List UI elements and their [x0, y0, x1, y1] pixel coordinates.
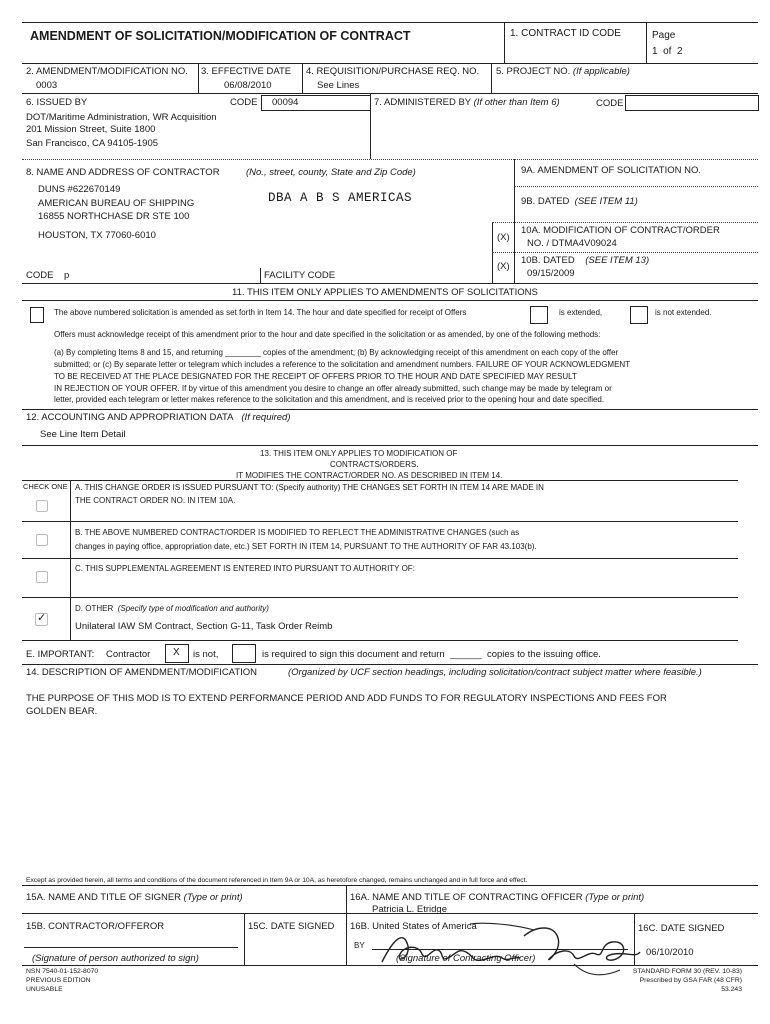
item13-heading-3: IT MODIFIES THE CONTRACT/ORDER NO. AS DESCRIBED IN ITEM 14. — [236, 471, 503, 480]
option-a-checkbox[interactable] — [36, 500, 48, 512]
contractor-line-2: AMERICAN BUREAU OF SHIPPING — [38, 198, 195, 209]
option-d-label: D. OTHER (Specify type of modification and authority) — [75, 604, 269, 613]
administered-by-label: 7. ADMINISTERED BY (If other than Item 6) — [374, 97, 560, 108]
is-not-checkbox[interactable] — [165, 644, 189, 663]
item10b-dated-label: 10B. DATED (SEE ITEM 13) — [521, 255, 650, 266]
contractor-city: HOUSTON, TX 77060-6010 — [38, 230, 156, 241]
issued-by-line-3: San Francisco, CA 94105-1905 — [26, 138, 159, 149]
rule — [22, 885, 758, 886]
amendment-no-value: 0003 — [36, 80, 58, 91]
contracting-officer-signature — [374, 918, 644, 982]
contractor-code-value: p — [64, 270, 70, 281]
rule — [22, 558, 738, 559]
issued-by-label: 6. ISSUED BY — [26, 97, 88, 108]
contractor-offeror-label: 15B. CONTRACTOR/OFFEROR — [26, 921, 165, 932]
by-label: BY — [354, 941, 365, 950]
item11-para-4: IN REJECTION OF YOUR OFFER. If by virtue of this amendment you desire to change an offer already submitted, such change may be made by telegram or — [54, 384, 612, 393]
contractor-note: (No., street, county, State and Zip Code) — [246, 167, 416, 178]
rule — [22, 63, 758, 64]
signature-divider — [244, 913, 245, 965]
rule — [492, 252, 758, 253]
option-d-checkbox[interactable] — [35, 613, 48, 626]
modification-number: NO. / DTMA4V09024 — [527, 238, 617, 249]
contractor-line-3: 16855 NORTHCHASE DR STE 100 — [38, 211, 190, 222]
option-c-text: C. THIS SUPPLEMENTAL AGREEMENT IS ENTERED INTO PURSUANT TO AUTHORITY OF: — [75, 564, 415, 573]
united-states-label: 16B. United States of America — [350, 921, 477, 932]
is-required-checkbox[interactable] — [232, 644, 256, 663]
item11-para-5: letter, provided each telegram or letter makes reference to the solicitation and this amendment, and is received prior to the opening hour and date specified. — [54, 395, 605, 404]
item13-heading-2: CONTRACTS/ORDERS. — [330, 460, 419, 469]
contractor-signature-caption: (Signature of person authorized to sign) — [32, 953, 199, 964]
rule — [22, 159, 758, 160]
contractor-line-1: DUNS #622670149 — [38, 184, 121, 195]
option-b-line-2: changes in paying office, appropriation date, etc.) SET FORTH IN ITEM 14, PURSUANT TO THE AUTHORITY OF FAR 43.103(b). — [75, 542, 537, 551]
check-column-divider — [70, 480, 71, 640]
facility-code-label: FACILITY CODE — [264, 270, 336, 281]
form-prescribed-by: Prescribed by GSA FAR (48 CFR) — [639, 977, 742, 984]
rule — [22, 409, 758, 410]
item14-label: 14. DESCRIPTION OF AMENDMENT/MODIFICATION — [26, 667, 258, 678]
item13-heading-1: 13. THIS ITEM ONLY APPLIES TO MODIFICATION OF — [260, 449, 458, 458]
header-divider — [646, 22, 647, 64]
top-rule — [22, 22, 758, 23]
rule — [492, 222, 758, 223]
item10b-dated-value: 09/15/2009 — [527, 268, 575, 279]
item11-line-2: Offers must acknowledge receipt of this amendment prior to the hour and date specified in the solicitation or as amended, by one of the following methods: — [54, 330, 601, 339]
requisition-label: 4. REQUISITION/PURCHASE REQ. NO. — [306, 66, 480, 77]
project-no-label: 5. PROJECT NO. (If applicable) — [496, 66, 630, 77]
is-not-extended-label: is not extended. — [655, 308, 712, 317]
item9b-dated-label: 9B. DATED (SEE ITEM 11) — [521, 196, 638, 207]
effective-date-value: 06/08/2010 — [224, 80, 272, 91]
divider — [260, 268, 261, 283]
item11-heading: 11. THIS ITEM ONLY APPLIES TO AMENDMENTS OF SOLICITATIONS — [232, 287, 538, 298]
page-number: 1 of 2 — [652, 46, 683, 57]
item14-note: (Organized by UCF section headings, including solicitation/contract subject matter where feasible.) — [288, 667, 702, 678]
amendment-no-label: 2. AMENDMENT/MODIFICATION NO. — [26, 66, 188, 77]
contractor-code-label: CODE — [26, 270, 54, 281]
administered-by-code-box — [625, 95, 759, 111]
nsn-line-1: NSN 7540-01-152-8070 — [26, 968, 99, 975]
option-a-line-1: A. THIS CHANGE ORDER IS ISSUED PURSUANT TO: (Specify authority) THE CHANGES SET FORTH IN ITEM 14 ARE MADE IN — [75, 483, 544, 492]
rule — [22, 480, 738, 481]
requisition-value: See Lines — [317, 80, 360, 91]
item11-line-1: The above numbered solicitation is amended as set forth in Item 14. The hour and date specified for receipt of Offers — [54, 308, 467, 317]
rule — [22, 445, 758, 446]
item11-para-2: submitted; or (c) By separate letter or telegram which includes a reference to the solicitation and amendment numbers. FAILURE OF YOUR ACKNOWLEDGMENT — [54, 360, 631, 369]
form-title: AMENDMENT OF SOLICITATION/MODIFICATION OF CONTRACT — [30, 29, 411, 43]
option-d-value: Unilateral IAW SM Contract, Section G-11, Task Order Reimb — [75, 621, 333, 632]
nsn-line-2: PREVIOUS EDITION — [26, 977, 91, 984]
officer-name: Patricia L. Etridge — [372, 904, 447, 915]
checkmark-icon: ✓ — [37, 612, 47, 624]
check-one-label: CHECK ONE — [23, 482, 68, 491]
divider — [491, 63, 492, 93]
is-required-label: is required to sign this document and return ______ copies to the issuing office. — [262, 649, 601, 660]
rule — [22, 640, 738, 641]
is-extended-checkbox[interactable] — [530, 306, 548, 324]
issued-by-code-label: CODE — [230, 97, 258, 108]
option-b-line-1: B. THE ABOVE NUMBERED CONTRACT/ORDER IS MODIFIED TO REFLECT THE ADMINISTRATIVE CHANGES (such as — [75, 528, 520, 537]
solicitation-amendment-label: 9A. AMENDMENT OF SOLICITATION NO. — [521, 165, 701, 176]
is-not-label: is not, — [193, 649, 219, 660]
administered-by-code-label: CODE — [596, 98, 624, 109]
signature-line — [24, 947, 238, 948]
date-signed-16-label: 16C. DATE SIGNED — [638, 923, 725, 934]
rule — [22, 93, 758, 94]
item11-checkbox[interactable] — [30, 307, 44, 323]
rule — [22, 521, 738, 522]
contractor-dba: DBA A B S AMERICAS — [268, 191, 413, 205]
contractor-label: 8. NAME AND ADDRESS OF CONTRACTOR — [26, 167, 220, 178]
rule — [514, 186, 758, 187]
accounting-label: 12. ACCOUNTING AND APPROPRIATION DATA (If required) — [26, 412, 291, 423]
option-c-checkbox[interactable] — [36, 571, 48, 583]
item11-para-1: (a) By completing Items 8 and 15, and returning ________ copies of the amendment; (b) By acknowledging receipt of this amendment on each copy of the offer — [54, 348, 619, 357]
modification-label: 10A. MODIFICATION OF CONTRACT/ORDER — [521, 225, 720, 236]
date-signed-15-label: 15C. DATE SIGNED — [248, 921, 335, 932]
contract-id-label: 1. CONTRACT ID CODE — [510, 28, 621, 39]
divider — [198, 63, 199, 93]
x-mark: X — [173, 647, 180, 658]
officer-label: 16A. NAME AND TITLE OF CONTRACTING OFFICER (Type or print) — [350, 892, 645, 903]
divider — [302, 63, 303, 93]
nsn-line-3: UNUSABLE — [26, 986, 63, 993]
rule — [22, 664, 758, 665]
item11-para-3: TO BE RECEIVED AT THE PLACE DESIGNATED FOR THE RECEIPT OF OFFERS PRIOR TO THE HOUR AND DATE SPECIFIED MAY RESULT — [54, 372, 577, 381]
important-contractor: Contractor — [106, 649, 151, 660]
is-not-extended-checkbox[interactable] — [630, 306, 648, 324]
issued-by-code-box — [261, 95, 371, 111]
effective-date-label: 3. EFFECTIVE DATE — [201, 66, 292, 77]
item10a-mark: (X) — [497, 232, 510, 243]
divider — [514, 159, 515, 283]
important-label: E. IMPORTANT: — [26, 649, 95, 660]
date-signed-16-value: 06/10/2010 — [646, 947, 694, 958]
is-extended-label: is extended, — [559, 308, 603, 317]
signer-label: 15A. NAME AND TITLE OF SIGNER (Type or print) — [26, 892, 243, 903]
accounting-value: See Line Item Detail — [40, 429, 126, 440]
issued-by-code-value: 00094 — [272, 97, 299, 108]
item14-body-line-1: THE PURPOSE OF THIS MOD IS TO EXTEND PERFORMANCE PERIOD AND ADD FUNDS TO FOR REGULATORY INSPECTIONS AND FEES FOR — [26, 693, 667, 704]
page-label: Page — [652, 30, 676, 41]
form-number: STANDARD FORM 30 (REV. 10-83) — [632, 968, 742, 975]
item10b-mark: (X) — [497, 261, 510, 272]
header-divider — [504, 22, 505, 64]
rule — [22, 283, 758, 284]
issued-by-line-1: DOT/Maritime Administration, WR Acquisition — [26, 112, 217, 123]
item14-body-line-2: GOLDEN BEAR. — [26, 706, 98, 717]
signature-divider — [346, 885, 347, 965]
option-b-checkbox[interactable] — [36, 534, 48, 546]
form-far-reference: 53.243 — [721, 986, 742, 993]
option-a-line-2: THE CONTRACT ORDER NO. IN ITEM 10A. — [75, 496, 236, 505]
rule — [22, 300, 758, 301]
issued-by-line-2: 201 Mission Street, Suite 1800 — [26, 124, 156, 135]
officer-signature-caption: (Signature of Contracting Officer) — [396, 953, 536, 964]
terms-statement: Except as provided herein, all terms and conditions of the document referenced in Item 9A or 10A, as heretofore changed, remains unchanged and in full force and effect. — [26, 877, 528, 884]
rule — [22, 597, 738, 598]
